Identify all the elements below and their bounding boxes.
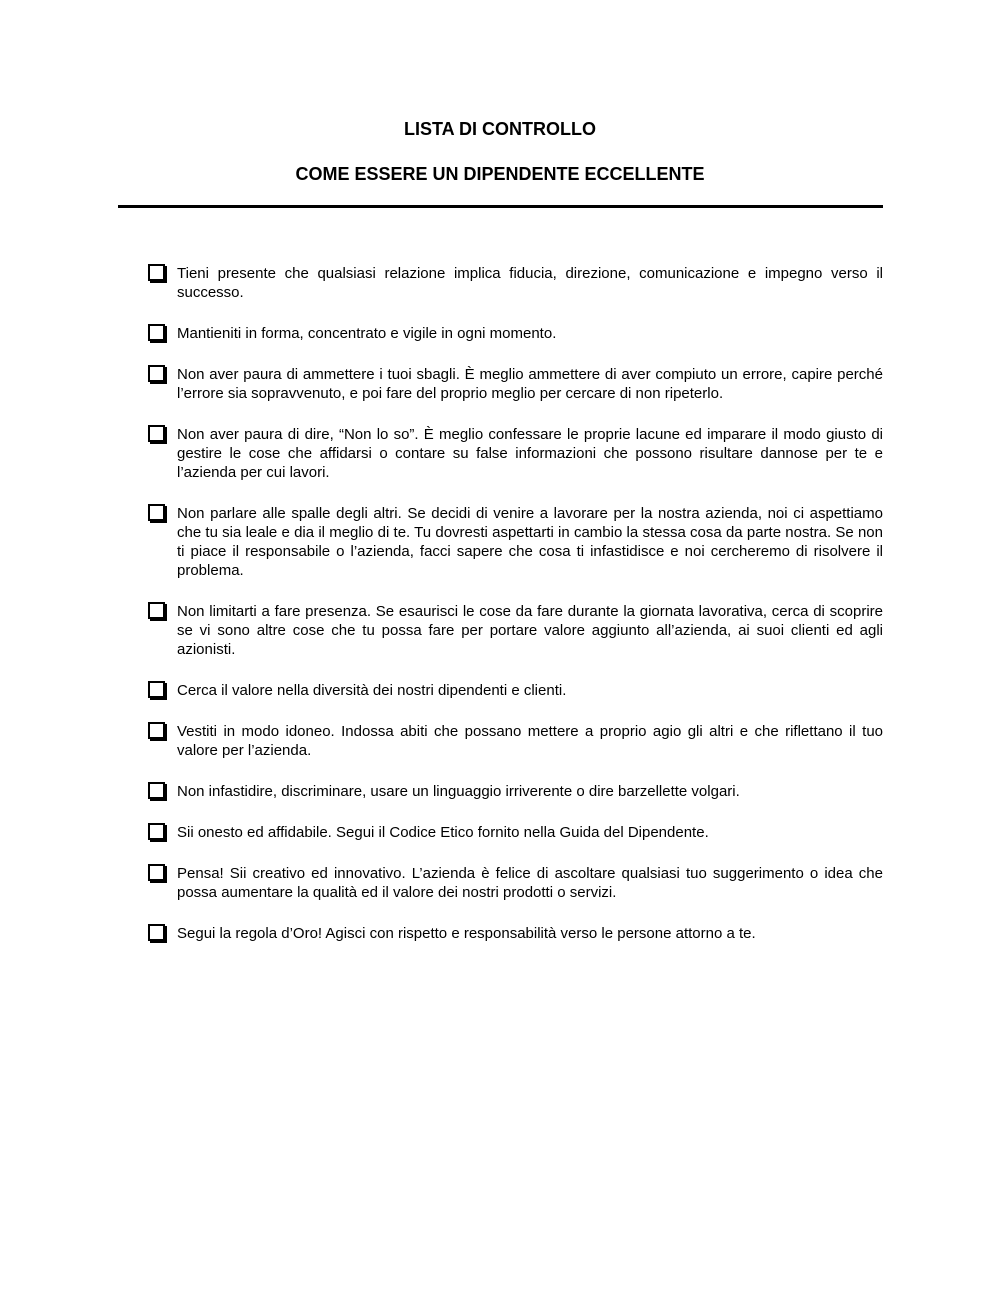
checklist-item-text: Tieni presente che qualsiasi relazione implica fiducia, direzione, comunicazione e impegno verso il successo. <box>177 265 883 301</box>
checklist-item-text: Cerca il valore nella diversità dei nostri dipendenti e clienti. <box>177 682 567 699</box>
title-divider <box>118 205 883 208</box>
checkbox-icon[interactable] <box>148 504 165 521</box>
checklist-item <box>148 864 883 902</box>
checkbox-icon[interactable] <box>148 264 165 281</box>
checkbox-icon[interactable] <box>148 425 165 442</box>
checklist-item <box>148 264 883 302</box>
checkbox-icon[interactable] <box>148 681 165 698</box>
checklist-item <box>148 823 883 842</box>
checklist-item <box>148 365 883 403</box>
checklist-item-text: Non infastidire, discriminare, usare un linguaggio irriverente o dire barzellette volgari. <box>177 783 740 800</box>
checkbox-icon[interactable] <box>148 924 165 941</box>
checklist-item-text: Mantieniti in forma, concentrato e vigile in ogni momento. <box>177 325 557 342</box>
checkbox-icon[interactable] <box>148 602 165 619</box>
checklist <box>148 264 883 965</box>
checklist-item <box>148 924 883 943</box>
checklist-item <box>148 425 883 482</box>
checklist-item <box>148 722 883 760</box>
document-title: LISTA DI CONTROLLO <box>404 119 596 139</box>
checklist-item-text: Vestiti in modo idoneo. Indossa abiti che possano mettere a proprio agio gli altri e che riflettano il tuo valore per l’azienda. <box>177 723 883 759</box>
checklist-item <box>148 324 883 343</box>
checkbox-icon[interactable] <box>148 365 165 382</box>
checklist-item <box>148 681 883 700</box>
checkbox-icon[interactable] <box>148 324 165 341</box>
checklist-item-text: Non aver paura di dire, “Non lo so”. È meglio confessare le proprie lacune ed imparare il modo giusto di gestire le cose che affidarsi o contare su false informazioni che possono risultare dannose per te e l’azienda per cui lavori. <box>177 426 883 481</box>
checklist-item-text: Pensa! Sii creativo ed innovativo. L’azienda è felice di ascoltare qualsiasi tuo suggerimento o idea che possa aumentare la qualità ed il valore dei nostri prodotti o servizi. <box>177 865 883 901</box>
checklist-item-text: Non parlare alle spalle degli altri. Se decidi di venire a lavorare per la nostra azienda, noi ci aspettiamo che tu sia leale e dia il meglio di te. Tu dovresti aspettarti in cambio la stessa cosa da parte nostra. Se non ti piace il responsabile o l’azienda, facci sapere che cosa ti infastidisce e noi cercheremo di risolvere il problema. <box>177 505 883 579</box>
checklist-item-text: Non limitarti a fare presenza. Se esaurisci le cose da fare durante la giornata lavorativa, cerca di scoprire se vi sono altre cose che tu possa fare per portare valore aggiunto all’azienda, ai suoi clienti ed agli azionisti. <box>177 603 883 658</box>
checkbox-icon[interactable] <box>148 864 165 881</box>
checklist-item <box>148 602 883 659</box>
checklist-item <box>148 782 883 801</box>
checklist-item-text: Segui la regola d’Oro! Agisci con rispetto e responsabilità verso le persone attorno a te. <box>177 925 756 942</box>
checklist-item-text: Non aver paura di ammettere i tuoi sbagli. È meglio ammettere di aver compiuto un errore, capire perché l’errore sia sopravvenuto, e poi fare del proprio meglio per cercare di non ripeterlo. <box>177 366 883 402</box>
checkbox-icon[interactable] <box>148 782 165 799</box>
checkbox-icon[interactable] <box>148 823 165 840</box>
checkbox-icon[interactable] <box>148 722 165 739</box>
document-subtitle: COME ESSERE UN DIPENDENTE ECCELLENTE <box>295 164 705 184</box>
checklist-item-text: Sii onesto ed affidabile. Segui il Codice Etico fornito nella Guida del Dipendente. <box>177 824 709 841</box>
checklist-item <box>148 504 883 580</box>
